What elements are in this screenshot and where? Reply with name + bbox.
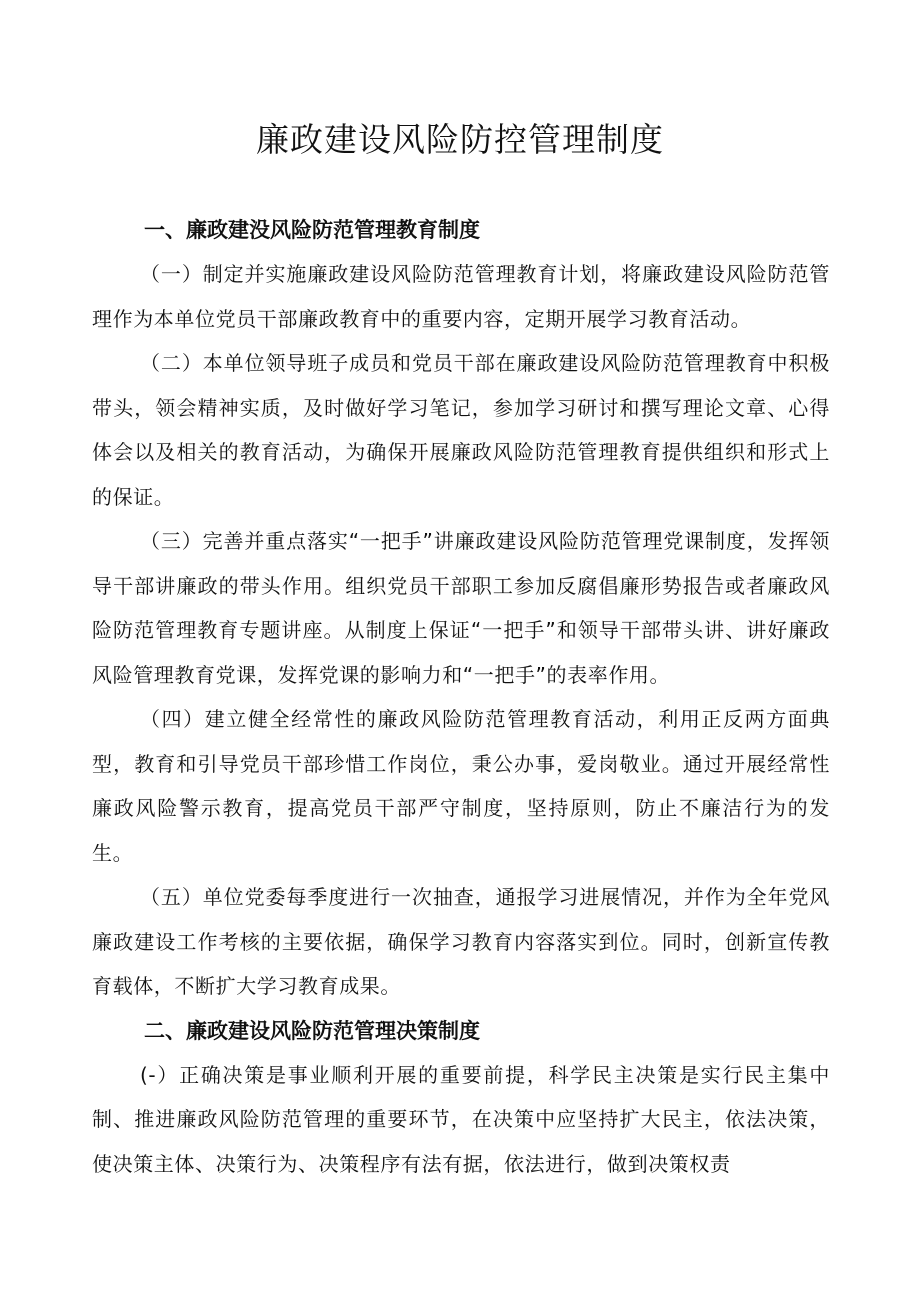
section-heading-1: 一、廉政建没风险防范管理教育制度 bbox=[144, 218, 480, 242]
paragraph: (-）正确决策是事业顺利开展的重要前提，科学民主决策是实行民主集中制、推进廉政风险防范管理的重要环节，在决策中应坚持扩大民主，依法决策，使决策主体、决策行为、决策程序有法有据，依法进行，做到决策权责 bbox=[92, 1062, 830, 1176]
document-title: 廉政建设风险防控管理制度 bbox=[256, 120, 664, 159]
paragraph: （四）建立健全经常性的廉政风险防范管理教育活动，利用正反两方面典型，教育和引导党员干部珍惜工作岗位，秉公办事，爱岗敬业。通过开展经常性廉政风险警示教育，提高党员干部严守制度，坚持原则，防止不廉洁行为的发生。 bbox=[92, 707, 830, 865]
paragraph: （二）本单位领导班子成员和党员干部在廉政建设风险防范管理教育中积极带头，领会精神实质，及时做好学习笔记，参加学习研讨和撰写理论文章、心得体会以及相关的教育活动，为确保开展廉政风险防范管理教育提供组织和形式上的保证。 bbox=[92, 351, 830, 509]
paragraph: （三）完善并重点落实“一把手”讲廉政建设风险防范管理党课制度，发挥领导干部讲廉政的带头作用。组织党员干部职工参加反腐倡廉形势报告或者廉政风险防范管理教育专题讲座。从制度上保证“一把手”和领导干部带头讲、讲好廉政风险管理教育党课，发挥党课的影响力和“一把手”的表率作用。 bbox=[92, 529, 830, 687]
section-heading-2: 二、廉政建设风险防范管理决策制度 bbox=[144, 1018, 480, 1043]
paragraph: （五）单位党委每季度进行一次抽查，通报学习进展情况，并作为全年党风廉政建设工作考核的主要依据，确保学习教育内容落实到位。同时，创新宣传教育载体，不断扩大学习教育成果。 bbox=[92, 885, 830, 998]
document-body bbox=[92, 208, 830, 1186]
paragraph: （一）制定并实施廉政建设风险防范管理教育计划，将廉政建设风险防范管理作为本单位党员干部廉政教育中的重要内容，定期开展学习教育活动。 bbox=[92, 262, 830, 331]
